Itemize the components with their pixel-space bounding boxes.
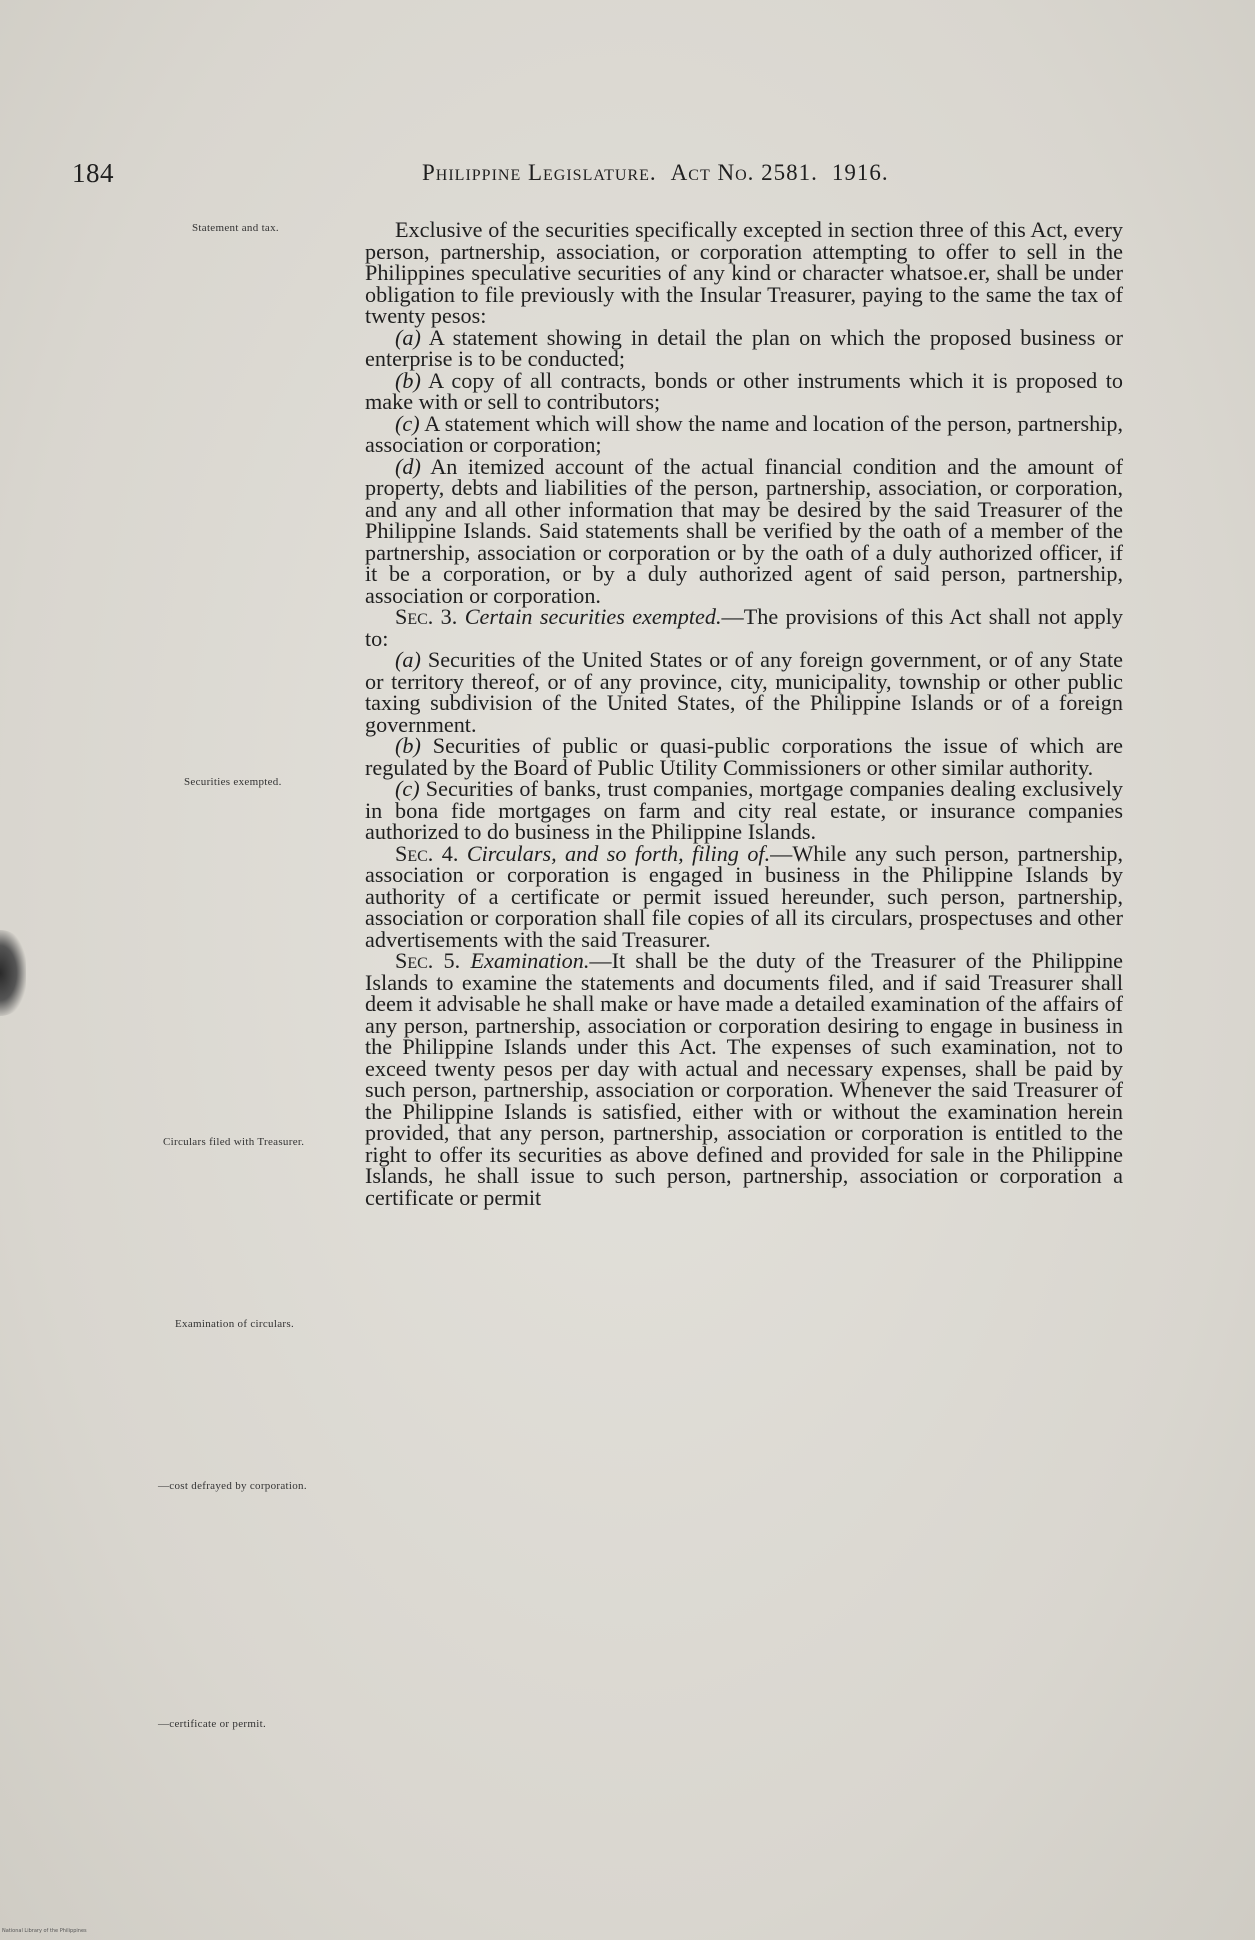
margin-note-cost-defrayed: —cost defrayed by corporation. [158,1480,307,1492]
item-c-text: A statement which will show the name and location of the person, partnership, association or corporation; [365,410,1123,457]
section-5-title: Examination. [470,948,590,973]
item-d-text: An itemized account of the actual financial condition and the amount of property, debts and liabilities of the person, partnership, association, or corporation, and any and all other information that may be desired by the said Treasurer of the Philippine Islands. Said statements shall be verified by the oath of a member of the partnership, association or corporation or by the oath of a duly authorized officer, if it be a corporation, or by a duly authorized agent of said person, partnership, association or corporation. [365,453,1123,608]
page-header [60,158,1120,198]
section-3-item-b [365,735,1123,778]
item-c-label: (c) [395,410,420,436]
running-head-year: 1916. [831,160,889,185]
running-head-legislature: Philippine Legislature. [422,160,657,185]
margin-note-circulars-filed: Circulars filed with Treasurer. [163,1136,305,1148]
section-3-item-c-text: Securities of banks, trust companies, mortgage companies dealing exclusively in bona fide mortgages on farm and city real estate, or insurance companies authorized to do business in the Philippine Islands. [365,776,1124,844]
section-3-title: Certain securities exempted. [464,604,722,629]
page-number: 184 [72,158,114,188]
running-head-act: Act No. 2581. [670,160,818,185]
section-5-label: Sec. 5. [395,948,461,973]
section-3-item-b-label: (b) [395,733,421,758]
statement-intro: Exclusive of the securities specifically excepted in section three of this Act, every person, partnership, association, or corporation attempting to offer to sell in the Philippines speculative securities of any kind or character whatsoe.er, shall be under obligation to file previously with the Insular Treasurer, paying to the same the tax of twenty pesos: [365,217,1123,328]
margin-note-statement-tax: Statement and tax. [192,222,279,234]
item-a [365,324,1124,371]
item-b-label: (b) [395,367,421,393]
margin-note-examination-circulars: Examination of circulars. [175,1318,294,1330]
section-3-item-b-text: Securities of public or quasi-public corporations the issue of which are regulated by the Board of Public Utility Commissioners or other similar authority. [365,733,1124,780]
running-head [422,160,903,186]
item-a-text: A statement showing in detail the plan on which the proposed business or enterprise is to be conducted; [365,324,1124,371]
section-3-label: Sec. 3. [395,604,458,629]
section-3-item-c [365,778,1123,843]
margin-note-certificate-permit: —certificate or permit. [158,1718,266,1730]
section-4-label: Sec. 4. [395,840,459,866]
section-3-item-c-label: (c) [395,776,420,801]
page-edge-shadow [0,930,26,1016]
section-5-text: —It shall be the duty of the Treasurer of the Philippine Islands to examine the statements and documents filed, and if said Treasurer shall deem it advisable he shall make or have made a detailed examination of the affairs of any person, partnership, association or corporation desiring to engage in business in the Philippine Islands under this Act. The expenses of such examination, not to exceed twenty pesos per day with actual and necessary expenses, shall be paid by such person, partnership, association or corporation. Whenever the said Treasurer of the Philippine Islands is satisfied, either with or without the examination herein provided, that any person, partnership, association or corporation is entitled to the right to offer its securities as above defined and provided for sale in the Philippine Islands, he shall issue to such person, partnership, association or corporation a certificate or permit [365,948,1123,1210]
section-5 [365,950,1123,1208]
item-b [365,367,1123,414]
item-c [365,410,1123,457]
section-3-text: —The provisions of this Act shall not apply to: [365,604,1123,651]
section-4 [365,840,1123,952]
section-3 [365,606,1123,649]
section-3-item-a [365,649,1123,735]
body-text [365,219,1123,1208]
section-4-text: —While any such person, partnership, association or corporation is engaged in business in the Philippine Islands by authority of a certificate or permit issued hereunder, such person, partnership, association or corporation shall file copies of all its circulars, prospectuses and other advertisements with the said Treasurer. [365,840,1123,952]
footer-credit: National Library of the Philippines [2,1928,87,1934]
section-3-item-a-label: (a) [395,647,421,672]
item-b-text: A copy of all contracts, bonds or other instruments which it is proposed to make with or sell to contributors; [365,367,1123,414]
item-a-label: (a) [395,324,421,350]
margin-note-securities-exempted: Securities exempted. [184,776,282,788]
item-d-label: (d) [395,453,421,479]
item-d [365,453,1123,608]
section-3-item-a-text: Securities of the United States or of any foreign government, or of any State or territory thereof, or of any province, city, municipality, township or other public taxing subdivision of the United States, of the Philippine Islands or of a foreign government. [365,647,1123,737]
section-4-title: Circulars, and so forth, filing of. [466,840,771,866]
